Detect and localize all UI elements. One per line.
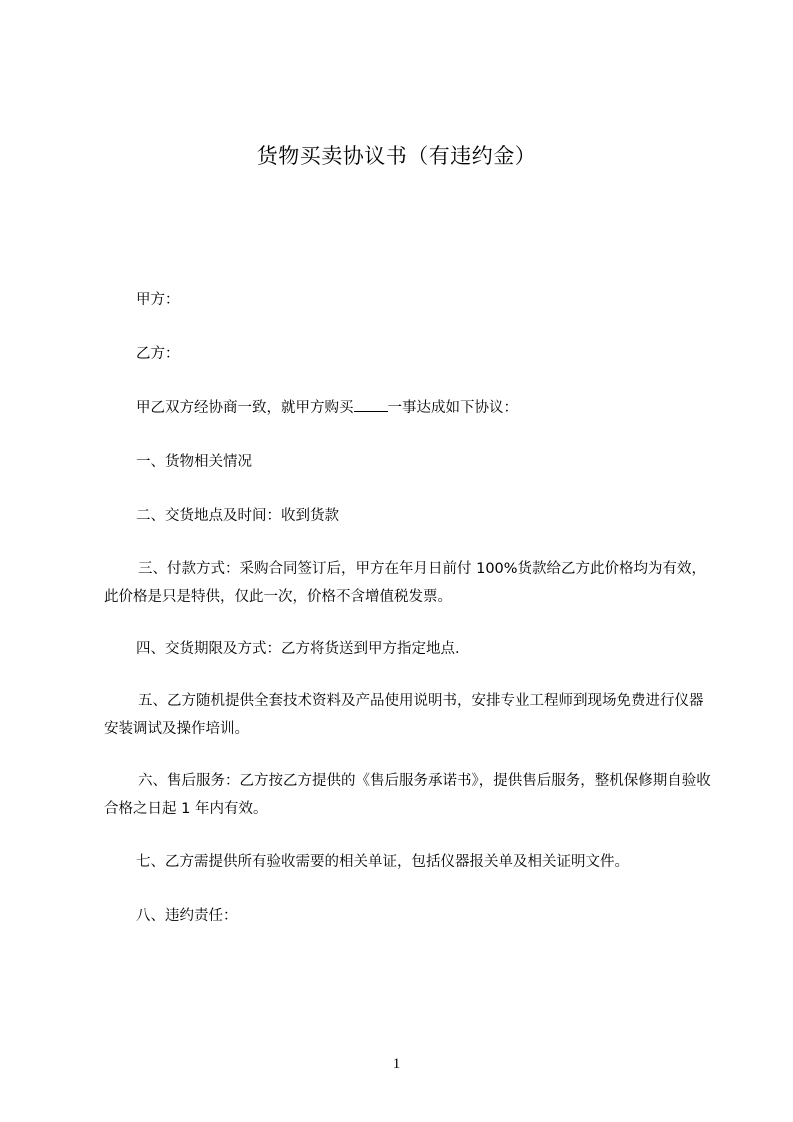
intro-text-before: 甲乙双方经协商一致，就甲方购买 [136,400,354,416]
clause-7: 七、乙方需提供所有验收需要的相关单证，包括仪器报关单及相关证明文件。 [136,854,629,870]
blank-underline [354,399,388,412]
intro-text-after: 一事达成如下协议： [387,400,518,416]
party-b-line: 乙方： [136,346,180,362]
clause-8: 八、违约责任： [136,908,238,924]
clause-5: 五、乙方随机提供全套技术资料及产品使用说明书，安排专业工程师到现场免费进行仪器安装调试及操作培训。 [104,693,704,737]
clause-1: 一、货物相关情况 [136,454,252,470]
clause-4: 四、交货期限及方式：乙方将货送到甲方指定地点. [136,641,460,657]
intro-paragraph [104,394,716,422]
page-number: 1 [392,1056,401,1072]
clause-6: 六、售后服务：乙方按乙方提供的《售后服务承诺书》，提供售后服务，整机保修期自验收合格之日起 1 年内有效。 [104,773,711,817]
document-title: 货物买卖协议书（有违约金） [256,144,537,168]
party-a-line: 甲方： [136,292,180,308]
clause-3: 三、付款方式：采购合同签订后，甲方在年月日前付 100%货款给乙方此价格均为有效，此价格是只是特供，仅此一次，价格不含增值税发票。 [104,561,707,605]
clause-2: 二、交货地点及时间：收到货款 [136,508,339,524]
